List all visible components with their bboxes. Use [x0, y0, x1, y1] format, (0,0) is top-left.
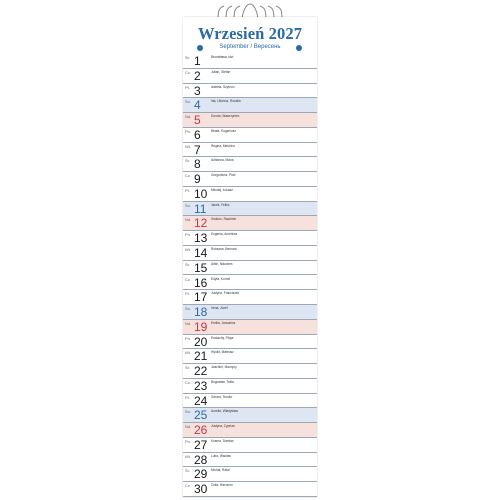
day-row	[183, 305, 317, 320]
day-number: 3	[194, 83, 201, 98]
day-row	[183, 202, 317, 217]
day-row	[183, 467, 317, 482]
weekday-abbr: Śr.	[185, 261, 190, 267]
day-row	[183, 364, 317, 379]
day-row	[183, 320, 317, 335]
name-days: Mikołaj, Łukasz	[211, 187, 233, 192]
weekday-abbr: Cz.	[185, 276, 191, 282]
day-row	[183, 349, 317, 364]
name-days: Justyna, Franciszek	[211, 291, 240, 296]
weekday-abbr: Pt.	[185, 187, 190, 193]
name-days: Adrianna, Maria	[211, 158, 234, 163]
day-number: 13	[194, 231, 208, 246]
name-days: Gerard, Teodor	[211, 394, 233, 399]
day-row	[183, 246, 317, 261]
day-number: 27	[194, 437, 208, 452]
weekday-abbr: Wt.	[185, 246, 191, 252]
day-row	[183, 423, 317, 438]
day-number: 10	[194, 186, 208, 201]
day-number: 12	[194, 216, 208, 231]
weekday-abbr: Pt.	[185, 291, 190, 297]
day-number: 20	[194, 334, 208, 349]
day-row	[183, 128, 317, 143]
day-number: 23	[194, 378, 208, 393]
name-days: Zofia, Hieronim	[211, 483, 233, 488]
name-days: Emilia, Januarius	[211, 320, 236, 325]
day-row	[183, 379, 317, 394]
name-days: Gwidon, Radzimir	[211, 217, 237, 222]
weekday-abbr: So.	[185, 409, 192, 415]
calendar-sheet	[183, 17, 317, 497]
weekday-abbr: Śr.	[185, 158, 190, 164]
name-days: Izabela, Szymon	[211, 84, 235, 89]
day-number: 26	[194, 423, 208, 438]
weekday-abbr: Pt.	[185, 84, 190, 90]
month-subtitle: September / Вересень	[219, 44, 281, 50]
name-days: Michał, Rafał	[211, 468, 230, 473]
weekday-abbr: Pn.	[185, 438, 192, 444]
day-number: 30	[194, 482, 208, 497]
calendar-header	[183, 17, 317, 53]
day-number: 29	[194, 467, 208, 482]
name-days: Roksana, Bernard	[211, 246, 237, 251]
weekday-abbr: Śr.	[185, 468, 190, 474]
day-number: 5	[194, 113, 201, 128]
day-row	[183, 438, 317, 453]
name-days: Eustachy, Filipa	[211, 335, 234, 340]
weekday-abbr: Pn.	[185, 232, 192, 238]
day-number: 18	[194, 305, 208, 320]
name-days: Irena, Józef	[211, 306, 228, 311]
weekday-abbr: Wt.	[185, 453, 191, 459]
day-row	[183, 453, 317, 468]
day-row	[183, 231, 317, 246]
name-days: Julian, Stefan	[211, 69, 231, 74]
weekday-abbr: So.	[185, 202, 192, 208]
month-title: Wrzesień 2027	[197, 24, 303, 43]
name-days: Joachim, Maurycy	[211, 365, 237, 370]
day-row	[183, 261, 317, 276]
day-row	[183, 408, 317, 423]
day-number: 1	[194, 54, 201, 68]
weekday-abbr: So.	[185, 99, 192, 105]
name-days: Bronisława, Idzi	[211, 55, 234, 59]
day-row	[183, 276, 317, 291]
name-days: Bogusław, Tekla	[211, 379, 234, 384]
name-days: Eugenia, Aureliusz	[211, 232, 238, 237]
name-days: Ida, Lilianna, Rozalia	[211, 99, 241, 104]
weekday-abbr: Cz.	[185, 69, 191, 75]
day-row	[183, 335, 317, 350]
day-number: 9	[194, 172, 201, 187]
name-days: Kosma, Damian	[211, 438, 234, 443]
moon-phase-icon	[296, 45, 302, 51]
day-number: 14	[194, 245, 208, 260]
day-number: 7	[194, 142, 201, 157]
day-number: 25	[194, 408, 208, 423]
name-days: Regina, Melchior	[211, 143, 235, 148]
name-days: Justyna, Cyprian	[211, 424, 235, 429]
day-number: 24	[194, 393, 208, 408]
day-number: 28	[194, 452, 208, 467]
day-number: 22	[194, 364, 208, 379]
name-days: Luba, Wacław	[211, 453, 231, 458]
name-days: Hipolit, Mateusz	[211, 350, 234, 355]
weekday-abbr: Pn.	[185, 128, 192, 134]
day-number: 19	[194, 319, 208, 334]
weekday-abbr: Cz.	[185, 483, 191, 489]
day-number: 6	[194, 127, 201, 142]
weekday-abbr: Nd.	[185, 320, 192, 326]
weekday-abbr: Nd.	[185, 114, 192, 120]
weekday-abbr: Pt.	[185, 394, 190, 400]
day-row	[183, 172, 317, 187]
day-row	[183, 54, 317, 69]
day-row	[183, 394, 317, 409]
name-days: Albin, Nikodem	[211, 261, 233, 266]
name-days: Dorota, Wawrzyniec	[211, 114, 240, 119]
weekday-abbr: Nd.	[185, 424, 192, 430]
weekday-abbr: Nd.	[185, 217, 192, 223]
day-row	[183, 187, 317, 202]
day-row	[183, 143, 317, 158]
weekday-abbr: So.	[185, 306, 192, 312]
weekday-abbr: Wt.	[185, 350, 191, 356]
day-number: 2	[194, 68, 201, 83]
day-row	[183, 290, 317, 305]
day-number: 17	[194, 290, 208, 305]
weekday-abbr: Cz.	[185, 379, 191, 385]
day-number: 16	[194, 275, 208, 290]
day-number: 4	[194, 98, 201, 113]
day-row	[183, 84, 317, 99]
weekday-abbr: Śr.	[185, 55, 190, 60]
weekday-abbr: Wt.	[185, 143, 191, 149]
day-row	[183, 216, 317, 231]
weekday-abbr: Śr.	[185, 365, 190, 371]
day-row	[183, 69, 317, 84]
subtitle-row	[183, 44, 317, 53]
day-row	[183, 98, 317, 113]
weekday-abbr: Pn.	[185, 335, 192, 341]
day-number: 11	[194, 201, 207, 216]
name-days: Edyta, Kornel	[211, 276, 231, 281]
day-number: 21	[194, 349, 208, 364]
day-row	[183, 157, 317, 172]
name-days: Gorgoniusz, Piotr	[211, 173, 236, 178]
day-number: 8	[194, 157, 201, 172]
day-row	[183, 482, 317, 497]
day-row	[183, 113, 317, 128]
day-number: 15	[194, 260, 208, 275]
name-days: Beata, Eugeniusz	[211, 128, 236, 133]
day-list	[183, 54, 317, 497]
weekday-abbr: Cz.	[185, 173, 191, 179]
name-days: Aurelia, Władysław	[211, 409, 238, 414]
name-days: Jacek, Feliks	[211, 202, 230, 207]
